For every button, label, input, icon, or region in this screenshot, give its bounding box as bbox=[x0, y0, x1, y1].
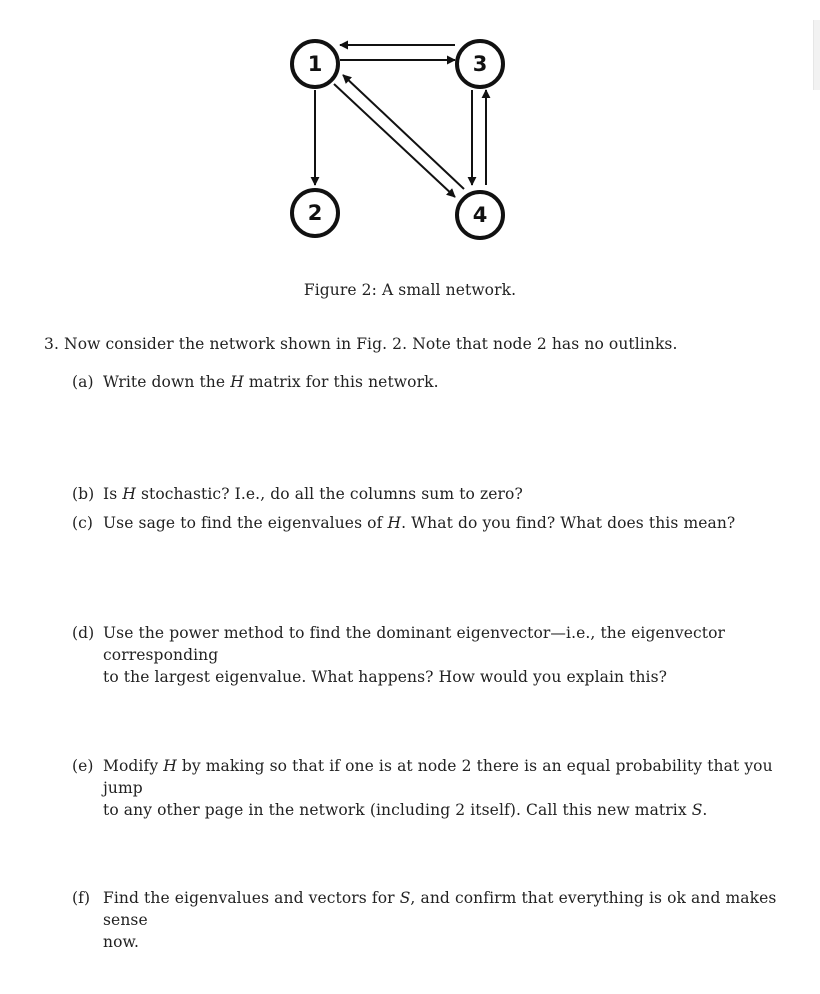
network-figure bbox=[270, 20, 530, 250]
node-4-label: 4 bbox=[472, 203, 488, 227]
node-1-label: 1 bbox=[307, 52, 323, 76]
question-number: 3. bbox=[44, 335, 59, 353]
part-a-label: (a) bbox=[72, 373, 94, 391]
part-c bbox=[72, 512, 797, 534]
edge-4-to-1 bbox=[343, 75, 464, 189]
part-b-text: Is H stochastic? I.e., do all the columns sum to zero? bbox=[103, 485, 523, 503]
edge-1-to-4 bbox=[334, 84, 455, 197]
part-e-text-line-1: Modify H by making so that if one is at node 2 there is an equal probability that you jump bbox=[103, 757, 773, 797]
part-b bbox=[72, 483, 797, 505]
part-f-label: (f) bbox=[72, 889, 91, 907]
part-f-text-line-1: Find the eigenvalues and vectors for S, and confirm that everything is ok and makes sense bbox=[103, 889, 777, 929]
part-c-label: (c) bbox=[72, 514, 94, 532]
part-d-text-line-2: to the largest eigenvalue. What happens? How would you explain this? bbox=[103, 668, 668, 686]
part-d bbox=[72, 622, 797, 688]
node-2-label: 2 bbox=[307, 201, 323, 225]
part-c-text: Use sage to find the eigenvalues of H. What do you find? What does this mean? bbox=[103, 514, 736, 532]
question-3 bbox=[44, 333, 678, 355]
question-intro: Now consider the network shown in Fig. 2. Note that node 2 has no outlinks. bbox=[64, 335, 678, 353]
part-e bbox=[72, 755, 797, 821]
node-1 bbox=[292, 41, 338, 87]
part-f bbox=[72, 887, 797, 953]
part-a bbox=[72, 371, 797, 393]
part-a-text: Write down the H matrix for this network. bbox=[103, 373, 439, 391]
node-4 bbox=[457, 192, 503, 238]
part-b-label: (b) bbox=[72, 485, 95, 503]
part-e-text-line-2: to any other page in the network (including 2 itself). Call this new matrix S. bbox=[103, 801, 708, 819]
part-d-label: (d) bbox=[72, 624, 95, 642]
scrollbar[interactable] bbox=[813, 20, 820, 90]
part-e-label: (e) bbox=[72, 757, 94, 775]
part-f-text-line-2: now. bbox=[103, 933, 140, 951]
node-3-label: 3 bbox=[472, 52, 488, 76]
node-3 bbox=[457, 41, 503, 87]
node-2 bbox=[292, 190, 338, 236]
figure-caption: Figure 2: A small network. bbox=[303, 281, 517, 299]
part-d-text-line-1: Use the power method to find the dominant eigenvector—i.e., the eigenvector corresponding bbox=[103, 624, 726, 664]
